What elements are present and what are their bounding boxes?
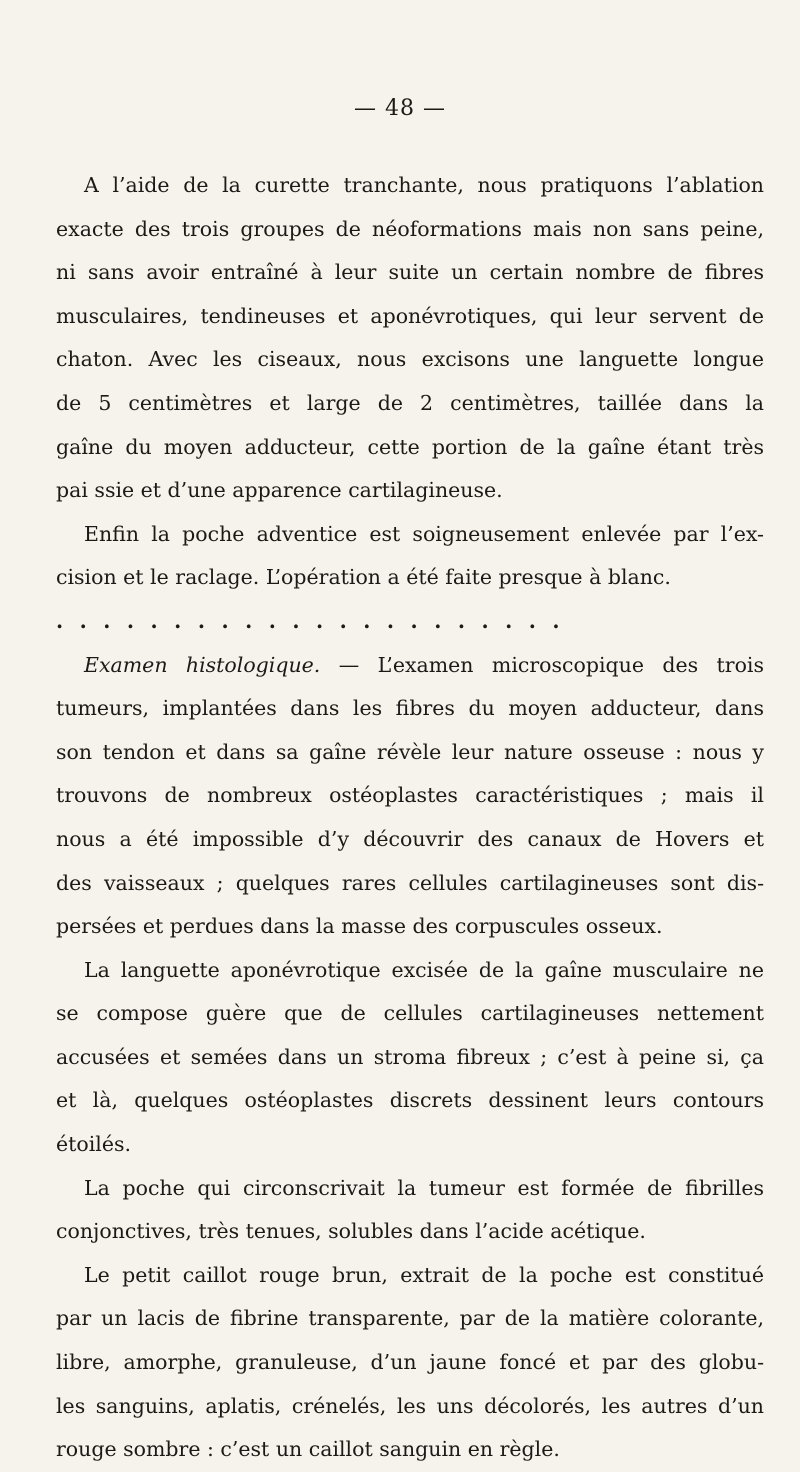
text-line: persées et perdues dans la masse des corpuscules osseux. <box>56 914 663 939</box>
text-line: chaton. Avec les ciseaux, nous excisons une languette longue <box>56 347 764 372</box>
text-line: La poche qui circonscrivait la tumeur est formée de fibrilles <box>84 1175 764 1200</box>
text-line: A l’aide de la curette tranchante, nous pratiquons l’ablation <box>84 173 764 197</box>
text-line: de 5 centimètres et large de 2 centimètres, taillée dans la <box>56 390 764 415</box>
text-line: étoilés. <box>56 1132 131 1157</box>
text-line: gaîne du moyen adducteur, cette portion de la gaîne étant très <box>56 434 764 459</box>
body-text <box>56 164 764 1472</box>
text-line: des vaisseaux ; quelques rares cellules cartilagineuses sont dis- <box>56 870 764 895</box>
text-line: nous a été impossible d’y découvrir des canaux de Hovers et <box>56 826 764 851</box>
text-line: — L’examen microscopique des trois <box>338 652 764 677</box>
section-heading: Examen histologique. <box>84 652 321 677</box>
text-line: exacte des trois groupes de néoformations mais non sans peine, <box>56 216 764 241</box>
text-line: son tendon et dans sa gaîne révèle leur nature osseuse : nous y <box>56 739 764 764</box>
text-line: par un lacis de fibrine transparente, par de la matière colorante, <box>56 1306 764 1331</box>
text-line: cision et le raclage. L’opération a été faite presque à blanc. <box>56 565 671 590</box>
text-line: libre, amorphe, granuleuse, d’un jaune foncé et par des globu- <box>56 1350 764 1375</box>
text-line: et là, quelques ostéoplastes discrets dessinent leurs contours <box>56 1088 764 1113</box>
text-line: musculaires, tendineuses et aponévrotiques, qui leur servent de <box>56 303 764 328</box>
text-line: trouvons de nombreux ostéoplastes caractéristiques ; mais il <box>56 783 764 808</box>
text-line: se compose guère que de cellules cartilagineuses nettement <box>56 1001 764 1026</box>
text-line: Le petit caillot rouge brun, extrait de la poche est constitué <box>84 1262 764 1287</box>
text-line: accusées et semées dans un stroma fibreux ; c’est à peine si, ça <box>56 1044 764 1069</box>
text-line: rouge sombre : c’est un caillot sanguin en règle. <box>56 1437 560 1462</box>
text-line: les sanguins, aplatis, crénelés, les uns décolorés, les autres d’un <box>56 1393 764 1418</box>
text-line: ni sans avoir entraîné à leur suite un certain nombre de fibres <box>56 260 764 285</box>
text-line: Enfin la poche adventice est soigneusement enlevée par l’ex- <box>84 521 764 546</box>
section-heading-line <box>56 644 764 688</box>
text-line: La languette aponévrotique excisée de la gaîne musculaire ne <box>84 957 764 982</box>
text-line: pai ssie et d’une apparence cartilagineuse. <box>56 478 503 503</box>
dotted-separator: ...................... <box>56 608 577 633</box>
text-line: tumeurs, implantées dans les fibres du moyen adducteur, dans <box>56 696 764 721</box>
page-number: — 48 — <box>354 96 446 121</box>
text-line: conjonctives, très tenues, solubles dans l’acide acétique. <box>56 1219 646 1244</box>
